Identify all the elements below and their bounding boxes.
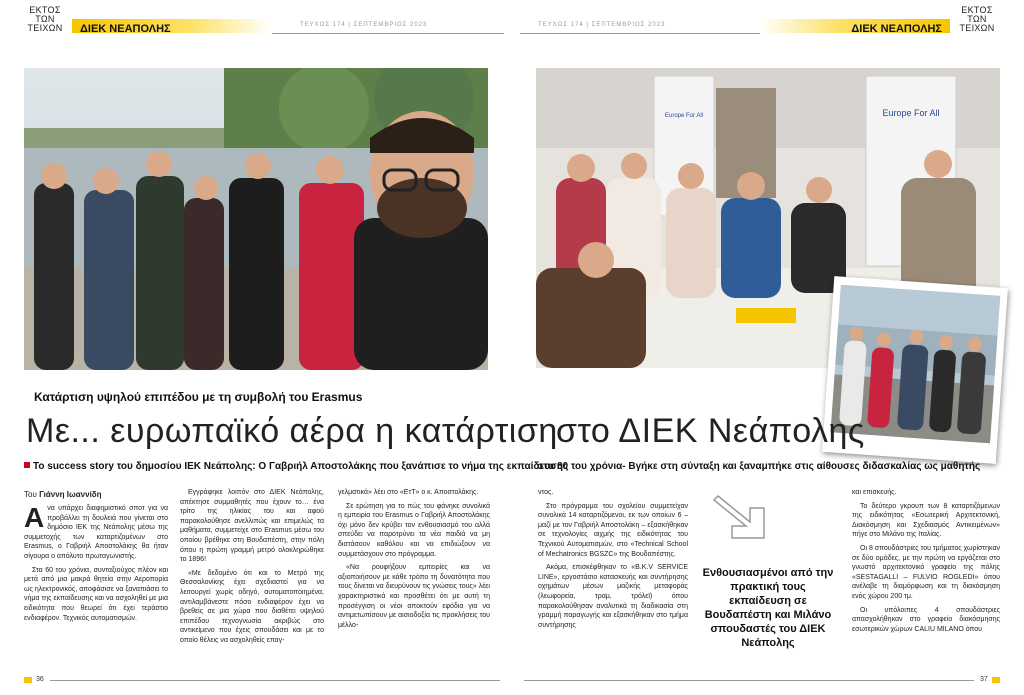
header-rule-left — [272, 33, 504, 34]
drop-cap: Α — [24, 504, 45, 533]
headline-left: Με... ευρωπαϊκό αέρα η κατάρτιση — [26, 412, 558, 450]
issue-right: ΤΕΥΧΟΣ 174 | ΣΕΠΤΕΜΒΡΙΟΣ 2023 — [538, 22, 666, 28]
byline — [24, 490, 102, 499]
c4-p3: Ακόμα, επισκέφθηκαν το «B.K.V SERVICE LINE», εργοστάσιο κατασκευής και συντήρησης οχημάτων μέσων μαζικής μεταφοράς (λεωφορεία, τραμ, τρόλεϊ) όπου παρακολούθησαν αναλυτικά τη διαδικασία στη γραμμή παραγωγής και εξασκήθηκαν στο τμήμα συντήρησης — [538, 564, 688, 629]
page-number-right: 37 — [980, 676, 988, 683]
header-rule-right — [520, 33, 760, 34]
footer-rule-left — [50, 680, 500, 681]
c3-p2: Σε ερώτηση για το πώς του φάνηκε συνολικά η εμπειρία του Erasmus ο Γαβριήλ Αποστολάκης όχι μόνο δεν κρύβει τον ενθουσιασμό του αλλά σπεύδει να παροτρύνει τα νέα παιδιά να μη διστάσουν καθόλου και να επιδιώξουν να συμμετάσχουν στο πρόγραμμα. — [338, 502, 490, 558]
c3-p3: «Να ρουφήξουν εμπειρίες και να αξιοποιήσουν με κάθε τρόπο τη δυνατότητα που τους δίνεται να διευρύνουν τις γνώσεις τους» λέει χαρακτηριστικά και προσθέτει ότι με αυτή τη προσέγγιση οι νέοι αποκτούν εφόδια για να αντιμετωπίσουν με αισιοδοξία τις προκλήσεις του μέλλο- — [338, 564, 490, 629]
footer-bar-left — [24, 677, 32, 683]
byline-prefix: Του — [24, 490, 37, 499]
banner-right-text: Europe For All — [882, 108, 940, 118]
c1-p1: να υπάρχει διαφημιστικό σποτ για να προβάλλει τη δουλειά που γίνεται στο δημόσιο ΙΕΚ της Νεάπολης μέσω της συμμετοχής των καταρτιζομένων στο Erasmus, ο Γαβριήλ Αποστολάκης θα ήταν σίγουρα ο απόλυτο πρωταγωνιστής. — [24, 505, 168, 560]
c3-p1: γελματικά» λέει στο «ΕτΤ» ο κ. Αποστολάκης. — [338, 489, 479, 496]
c6-p1: και επισκευής. — [852, 489, 897, 496]
callout-quote: Ενθουσιασμένοι από την πρακτική τους εκπαίδευση σε Βουδαπέστη και Μιλάνο σπουδαστές του ΔΙΕΚ Νεάπολης — [702, 567, 834, 649]
section-top-right: ΕΚΤΟΣ ΤΩΝ ΤΕΙΧΩΝ — [959, 5, 995, 33]
issue-left: ΤΕΥΧΟΣ 174 | ΣΕΠΤΕΜΒΡΙΟΣ 2023 — [300, 22, 428, 28]
group-selfie-photo — [24, 68, 488, 370]
headline-right: στο ΔΙΕΚ Νεάπολης — [556, 412, 865, 450]
tagline-left-text: Το success story του δημοσίου ΙΕΚ Νεάπολης: Ο Γαβριήλ Αποστολάκης που ξανάπισε το νήμα της εκπαίδευσης — [33, 461, 569, 472]
c1-p2: Στα 60 του χρόνια, συνταξιούχος πλέον και μετά από μια μακρά θητεία στην Αεροπορία ως ηλεκτρονικός, αποφάσισε να ξαναπιάσει το νήμα της εκπαίδευσης και να ασχοληθεί με μια ειδικότητα που θεωρεί ότι έχει τεράστιο ενδιαφέρον. Τεχνικός αυτοματισμών. — [24, 566, 168, 622]
page-number-left: 36 — [36, 676, 44, 683]
callout-arrow-icon — [712, 492, 774, 542]
banner-left-text: Europe For All — [664, 113, 704, 119]
section-top-left: ΕΚΤΟΣ ΤΩΝ ΤΕΙΧΩΝ — [27, 5, 63, 33]
c2-p1: Εγγράφηκε λοιπόν στο ΔΙΕΚ Νεάπολης, απέκτησε συμμαθητές που έχουν το… ένα τρίτο της ηλικίας του και αφού παρακολούθησε ανελλιπώς και επιμελώς τα μαθήματα, συμμετείχε στο Erasmus μέσω του οποίου βρέθηκε στη Βουδαπέστη, στην πόλη όπου η πρώτη γραμμή μετρό ολοκληρώθηκε το 1896! — [180, 489, 324, 564]
column-4 — [538, 488, 688, 674]
section-bar-right — [760, 19, 950, 33]
byline-author: Γιάννη Ιωαννίδη — [39, 490, 102, 499]
c6-p3: Οι 8 σπουδάστριες του τμήματος χωρίστηκαν σε δύο ομάδες, με την πρώτη να εργάζεται στο γνωστό αρχιτεκτονικό γραφείο της πόλης «SESTAGALLI – FULVIO ROGLEDI» όπου ανέλαβε τη διαμόρφωση και τη διακόσμηση ενός χώρου 200 τμ. — [852, 544, 1000, 600]
c4-p1: ντος. — [538, 489, 554, 496]
group-selfie-illustration — [24, 68, 488, 370]
column-6 — [852, 488, 1000, 674]
footer-rule-right — [524, 680, 974, 681]
section-label-left: ΔΙΕΚ ΝΕΑΠΟΛΗΣ — [80, 23, 171, 35]
red-bullet-icon — [24, 462, 30, 468]
c4-p2: Στο πρόγραμμα του σχολείου συμμετείχαν συνολικά 14 καταρτιζόμενοι, εκ των οποίων 6 – μαζί με τον Γαβριήλ Αποστολάκη – εξασκήθηκαν σε τεχνολογίες αιχμής της ειδικότητας του Τεχνικού Αυτοματισμών, στο «Technical School of Mechatronics BGSZC» της Βουδαπέστης. — [538, 502, 688, 558]
column-3 — [338, 488, 490, 674]
tagline-right: στα 60 του χρόνια- Βγήκε στη σύνταξη και ξαναμπήκε στις αίθουσες διδασκαλίας ως μαθητής — [537, 461, 981, 472]
kicker-subtitle: Κατάρτιση υψηλού επιπέδου με τη συμβολή του Erasmus — [34, 390, 363, 404]
c2-p2: «Με δεδομένο ότι και το Μετρό της Θεσσαλονίκης έχει σχεδιαστεί για να λειτουργεί χωρίς οδηγό, αυτοματοποιημένα, αντιλαμβάνεστε πόσο ενδιαφέρον έχει να βρεθείς σε μια χώρα που διαθέτει υψηλού επιπέδου τεχνογνωσία ακριβώς στο αντικείμενο που έχεις σπουδάσει και με το οποίο θέλεις να ασχοληθείς επαγ- — [180, 569, 324, 644]
tagline-left — [24, 461, 568, 472]
c6-p4: Οι υπόλοιπες 4 σπουδάστριες απασχολήθηκαν στο γραφείο διακόσμησης εσωτερικών χώρων CALIU MILANO όπου — [852, 606, 1000, 633]
section-label-right: ΔΙΕΚ ΝΕΑΠΟΛΗΣ — [851, 23, 942, 35]
column-1 — [24, 504, 168, 674]
footer-bar-right — [992, 677, 1000, 683]
section-bar-left — [72, 19, 272, 33]
c6-p2: Το δεύτερο γκρουπ των 8 καταρτιζόμενων της ειδικότητας «Εσωτερική Αρχιτεκτονική, Διακόσμηση και Σχεδιασμός Αντικειμένων» πήγε στο Μιλάνο της Ιταλίας. — [852, 502, 1000, 539]
column-2 — [180, 488, 324, 674]
